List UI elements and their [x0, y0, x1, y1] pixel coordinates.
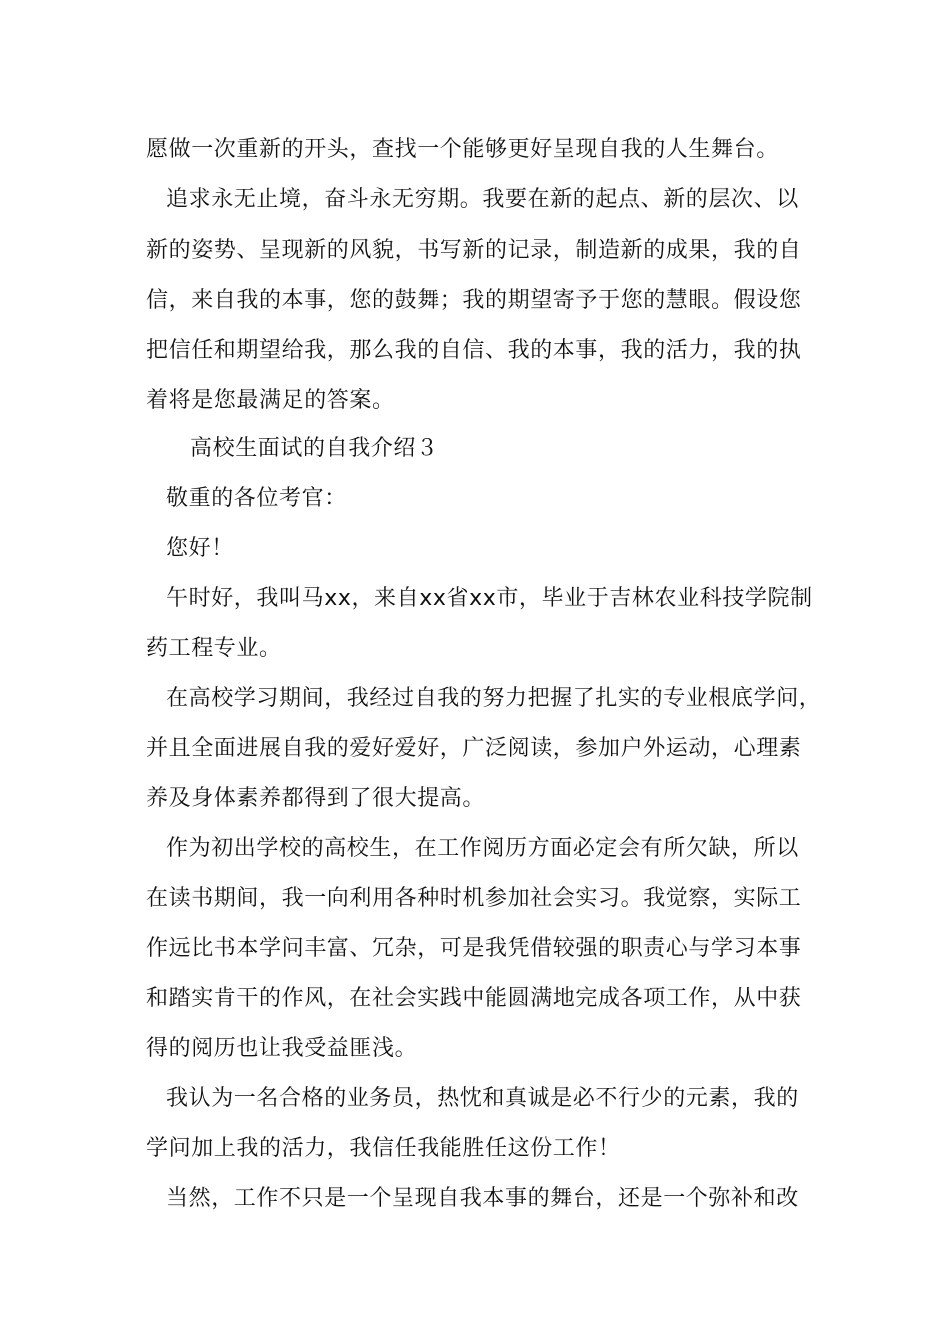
- greeting: 您好！: [166, 536, 234, 561]
- paragraph-line-11: 药工程专业。: [146, 636, 282, 661]
- paragraph-line-6: 着将是您最满足的答案。: [146, 388, 395, 413]
- paragraph-line-20: 我认为一名合格的业务员，热忱和真诚是必不行少的元素，我的: [166, 1086, 799, 1111]
- paragraph-line-18: 和踏实肯干的作风，在社会实践中能圆满地完成各项工作，从中获: [146, 986, 802, 1011]
- paragraph-line-16: 在读书期间，我一向利用各种时机参加社会实习。我觉察，实际工: [146, 886, 802, 911]
- salutation: 敬重的各位考官：: [166, 486, 347, 511]
- paragraph-line-2: 追求永无止境，奋斗永无穷期。我要在新的起点、新的层次、以: [166, 187, 799, 212]
- paragraph-line-22: 当然，工作不只是一个呈现自我本事的舞台，还是一个弥补和改: [166, 1186, 799, 1211]
- paragraph-line-1: 愿做一次重新的开头，查找一个能够更好呈现自我的人生舞台。: [146, 137, 779, 162]
- paragraph-line-21: 学问加上我的活力，我信任我能胜任这份工作！: [146, 1136, 621, 1161]
- paragraph-line-17: 作远比书本学问丰富、冗杂，可是我凭借较强的职责心与学习本事: [146, 936, 802, 961]
- paragraph-line-13: 并且全面进展自我的爱好爱好，广泛阅读，参加户外运动，心理素: [146, 736, 802, 761]
- section-heading: 高校生面试的自我介绍３: [190, 436, 439, 461]
- paragraph-line-12: 在高校学习期间，我经过自我的努力把握了扎实的专业根底学问，: [166, 686, 822, 711]
- paragraph-line-4: 信，来自我的本事，您的鼓舞；我的期望寄予于您的慧眼。假设您: [146, 288, 802, 313]
- paragraph-line-5: 把信任和期望给我，那么我的自信、我的本事，我的活力，我的执: [146, 338, 802, 363]
- paragraph-line-3: 新的姿势、呈现新的风貌，书写新的记录，制造新的成果，我的自: [146, 238, 802, 263]
- paragraph-line-19: 得的阅历也让我受益匪浅。: [146, 1036, 418, 1061]
- paragraph-line-14: 养及身体素养都得到了很大提高。: [146, 786, 486, 811]
- paragraph-line-10: 午时好，我叫马xx，来自xx省xx市，毕业于吉林农业科技学院制: [166, 586, 813, 611]
- paragraph-line-15: 作为初出学校的高校生，在工作阅历方面必定会有所欠缺，所以: [166, 836, 799, 861]
